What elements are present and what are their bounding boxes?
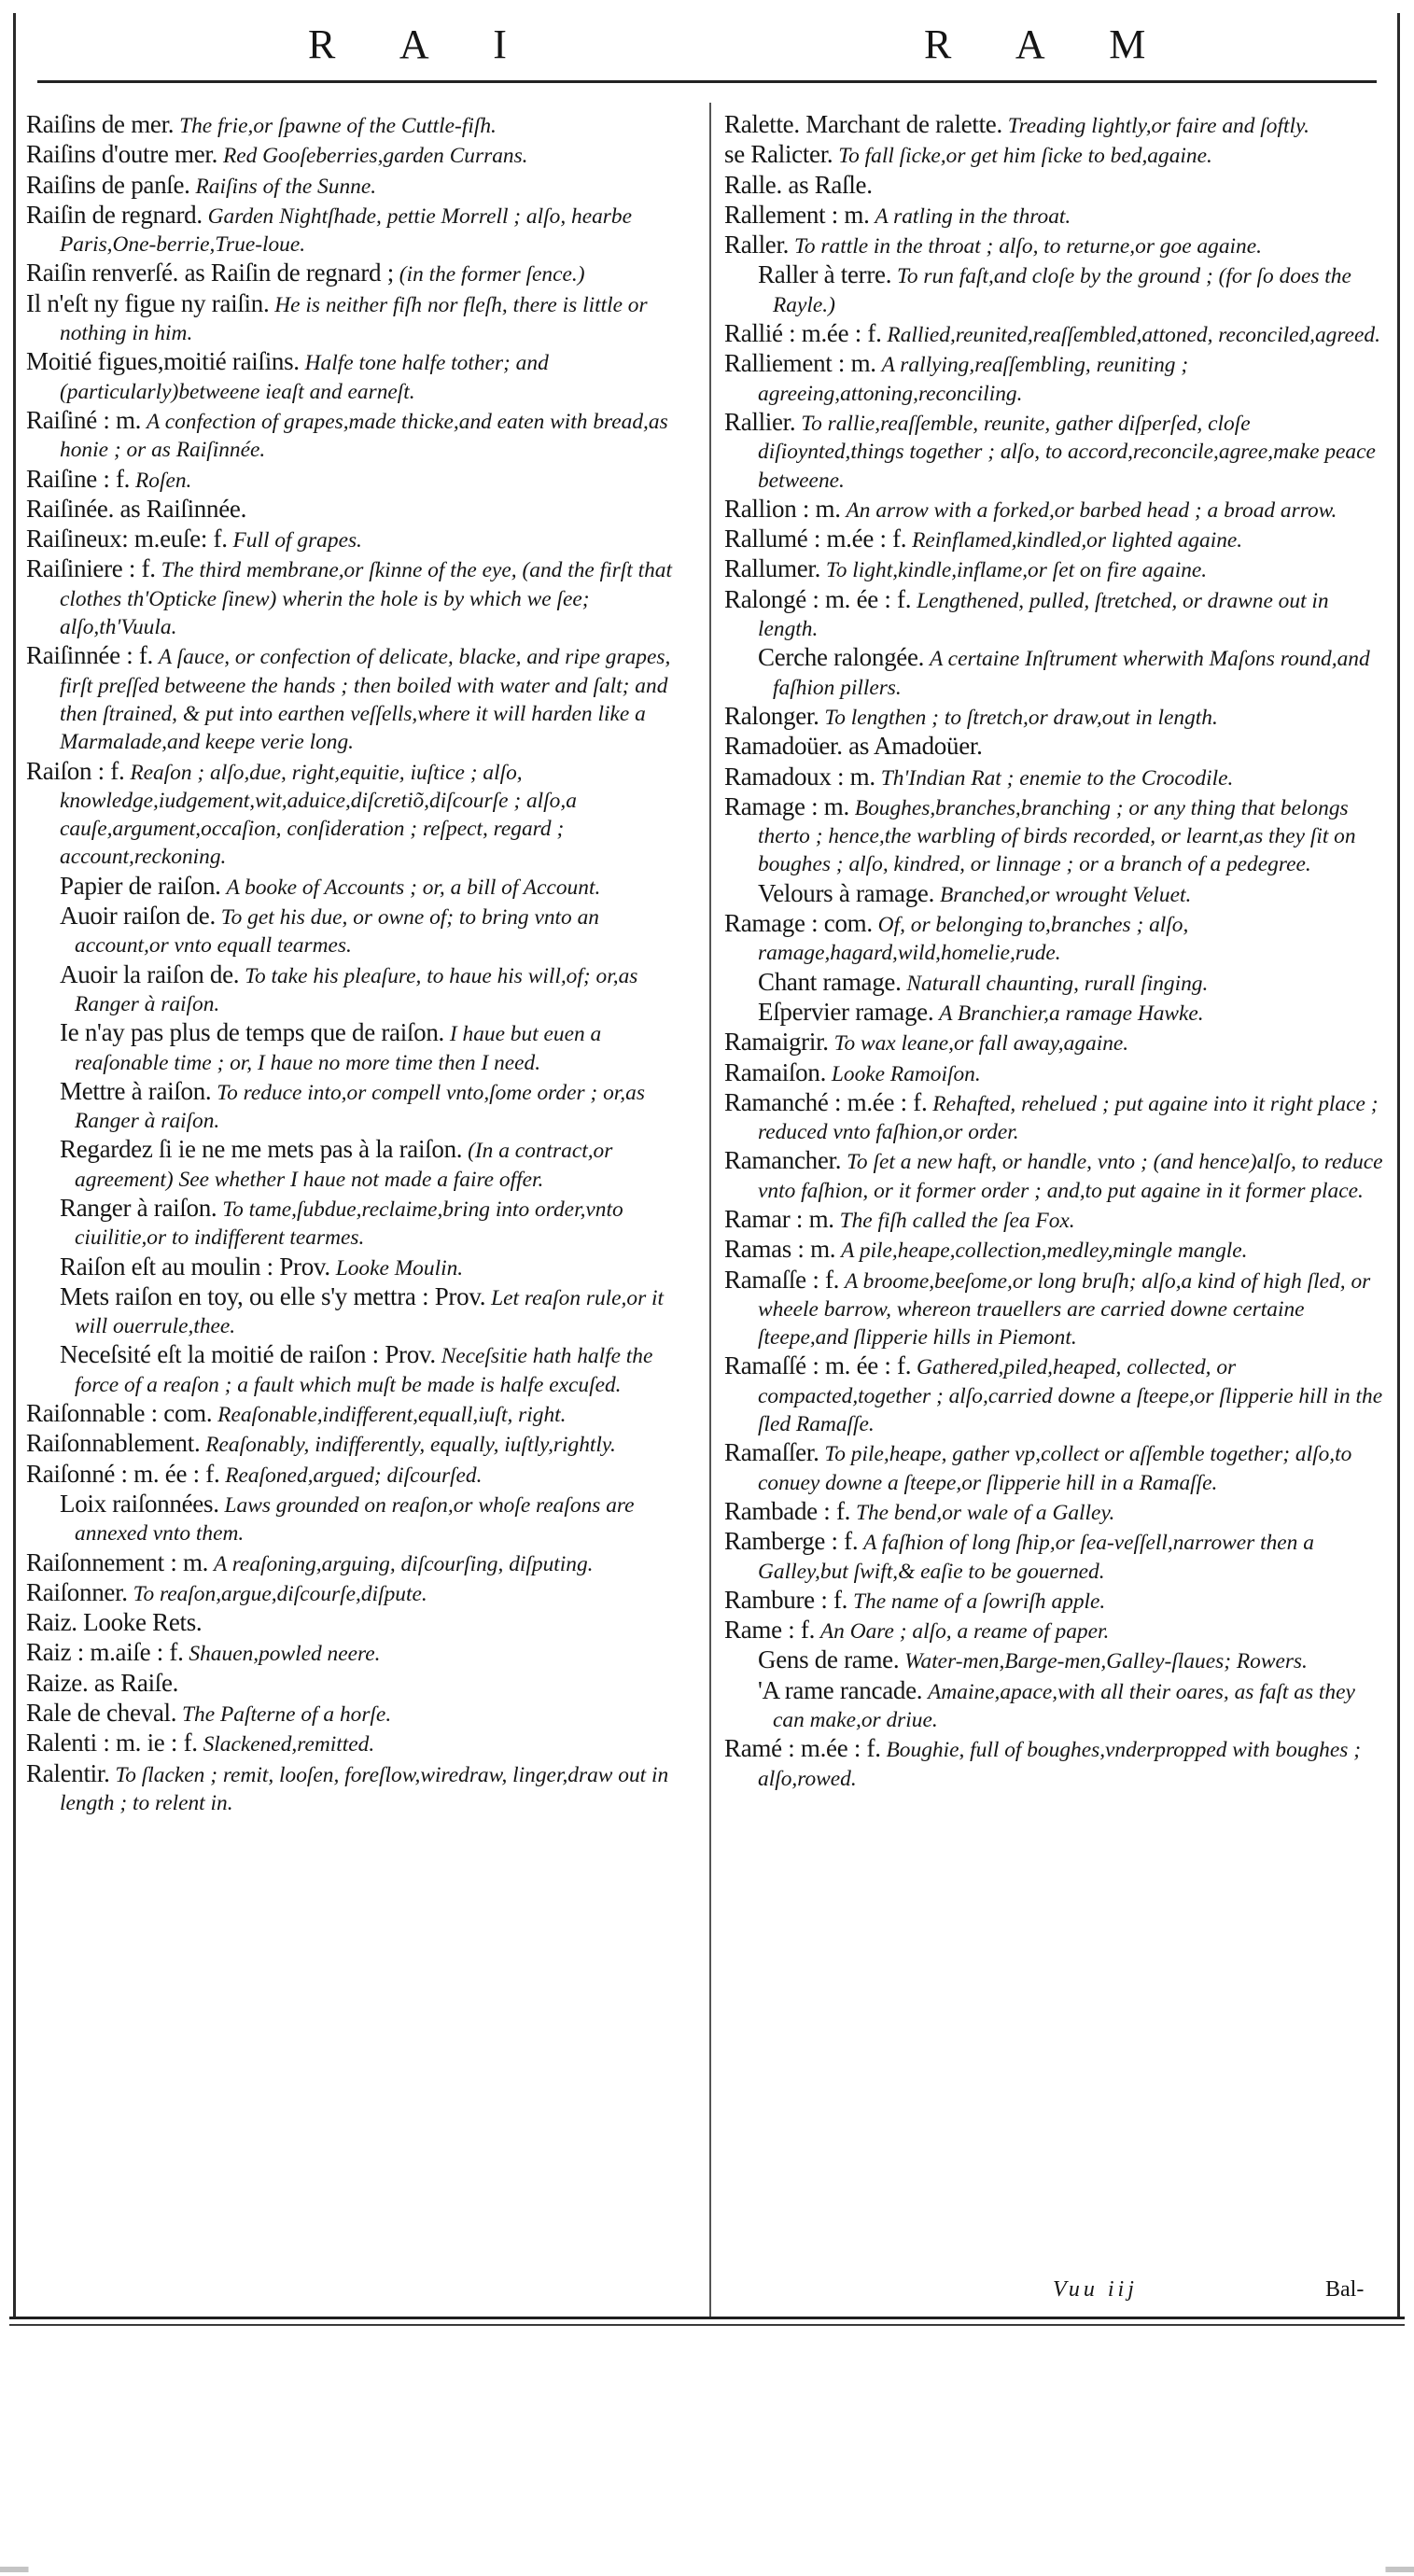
entry-gloss: A broome,beeſome,or long bruſh; alſo,a kind of high ſled, or wheele barrow, whereon trauellers are carried downe certaine ſteepe,and ſlipperie hills in Piemont. (758, 1268, 1371, 1351)
dictionary-entry (724, 1146, 1389, 1205)
entry-headword: Papier de raiſon. (60, 871, 221, 900)
dictionary-entry (724, 585, 1389, 644)
entry-headword: Ramancher. (724, 1146, 842, 1175)
entry-headword: Raiſonnable : com. (26, 1399, 213, 1428)
entry-gloss: A pile,heape,collection,medley,mingle mangle. (841, 1239, 1248, 1264)
entry-headword: se Ralicter. (724, 140, 833, 169)
entry-gloss: Treading lightly,or faire and ſoftly. (1007, 114, 1309, 138)
dictionary-entry (724, 1351, 1389, 1438)
dictionary-entry (26, 1699, 691, 1729)
entry-headword: Ramar : m. (724, 1204, 834, 1233)
dictionary-entry (724, 171, 1389, 201)
dictionary-entry (26, 259, 691, 288)
entry-headword: Chant ramage. (758, 967, 902, 996)
dictionary-entry (26, 1340, 691, 1399)
dictionary-entry (26, 1669, 691, 1699)
dictionary-entry (26, 406, 691, 465)
entry-headword: Rallier. (724, 407, 796, 436)
dictionary-entry (26, 1194, 691, 1253)
entry-gloss: To ſlacken ; remit, looſen, foreſlow,wiredraw, linger,draw out in length ; to relent in. (60, 1762, 669, 1815)
dictionary-entry (724, 1028, 1389, 1057)
entry-gloss: Laws grounded on reaſon,or whoſe reaſons are annexed vnto them. (75, 1492, 635, 1547)
entry-gloss: Roſen. (134, 468, 192, 493)
dictionary-entry (724, 1527, 1389, 1586)
entry-headword: Rallié : m.ée : f. (724, 319, 882, 348)
dictionary-entry (26, 757, 691, 872)
dictionary-entry (724, 1586, 1389, 1616)
dictionary-entry (724, 643, 1389, 702)
entry-gloss: Raiſins of the Sunne. (195, 174, 377, 199)
entry-gloss: Reaſonably, indifferently, equally, iuſtly,rightly. (205, 1433, 616, 1458)
entry-headword: Raiſon eſt au moulin : Prov. (60, 1252, 330, 1281)
entry-gloss: A rallying,reaſſembling, reuniting ; agreeing,attoning,reconciling. (758, 353, 1189, 406)
entry-headword: Raiſonnablement. (26, 1429, 201, 1458)
entry-headword: Raiſinnée : f. (26, 641, 154, 670)
entry-gloss: Shauen,powled neere. (189, 1642, 381, 1667)
entry-gloss: The name of a ſowriſh apple. (852, 1589, 1106, 1614)
entry-headword: Raiz : m.aiſe : f. (26, 1638, 184, 1667)
dictionary-entry (26, 1077, 691, 1136)
dictionary-entry (26, 1548, 691, 1578)
entry-gloss: To ſet a new haft, or handle, vnto ; (and hence)alſo, to reduce vnto faſhion, or it former order ; and,to put againe in it former place. (758, 1150, 1383, 1203)
entry-gloss: The third membrane,or ſkinne of the eye, (and the firſt that clothes th'Opticke ſinew) wherin the hole is by which we ſee; alſo,th'Vuula. (60, 558, 672, 640)
dictionary-entry (26, 1135, 691, 1194)
entry-headword: Ramadoux : m. (724, 762, 875, 791)
entry-headword: Ranger à raiſon. (60, 1193, 217, 1222)
dictionary-entry (724, 702, 1389, 732)
entry-headword: Ramas : m. (724, 1235, 836, 1264)
entry-headword: Gens de rame. (758, 1645, 900, 1674)
entry-gloss: Looke Ramoiſon. (831, 1061, 981, 1086)
entry-headword: Rambure : f. (724, 1585, 848, 1614)
header-rule (37, 80, 1377, 83)
entry-headword: Ralenti : m. ie : f. (26, 1729, 198, 1757)
entry-headword: Ralongé : m. ée : f. (724, 584, 912, 613)
dictionary-entry (26, 289, 691, 348)
entry-headword: Raiz. Looke Rets. (26, 1608, 203, 1637)
entry-headword: Ramaſſe : f. (724, 1265, 840, 1294)
entry-gloss: An arrow with a forked,or barbed head ; a broad arrow. (846, 497, 1337, 523)
entry-headword: Raiſineux: m.euſe: f. (26, 525, 228, 553)
dictionary-entry (724, 349, 1389, 408)
entry-gloss: A confection of grapes,made thicke,and eaten with bread,as honie ; or as Raiſinnée. (60, 409, 668, 463)
entry-gloss: Slackened,remitted. (203, 1732, 375, 1757)
dictionary-entry (26, 1282, 691, 1341)
dictionary-entry (724, 1266, 1389, 1352)
dictionary-entry (724, 525, 1389, 554)
entry-gloss: To wax leane,or fall away,againe. (833, 1031, 1129, 1057)
entry-gloss: To lengthen ; to ſtretch,or draw,out in length. (824, 705, 1218, 730)
entry-headword: Raller. (724, 231, 790, 259)
entry-headword: Ramadoüer. as Amadoüer. (724, 732, 983, 761)
entry-gloss: Water-men,Barge-men,Galley-ſlaues; Rowers. (904, 1649, 1308, 1674)
entry-headword: Raller à terre. (758, 260, 892, 289)
entry-headword: Auoir la raiſon de. (60, 959, 240, 988)
entry-headword: Auoir raiſon de. (60, 902, 216, 931)
dictionary-entry (26, 465, 691, 495)
entry-headword: Loix raiſonnées. (60, 1489, 219, 1518)
entry-gloss: Amaine,apace,with all their oares, as faſt as they can make,or driue. (773, 1679, 1355, 1733)
entry-headword: Ralonger. (724, 701, 819, 730)
running-head-left: R A I (308, 21, 535, 67)
entry-gloss: Boughes,branches,branching ; or any thing that belongs therto ; hence,the warbling of birds recorded, or learnt,as they ſit on boughes ; alſo, kindred, or linnage ; or a branch of a pedegree. (758, 795, 1356, 877)
entry-headword: Rallement : m. (724, 200, 870, 229)
dictionary-entry (26, 347, 691, 406)
entry-headword: Rallion : m. (724, 494, 841, 523)
entry-headword: Raiſinée. as Raiſinnée. (26, 494, 247, 523)
dictionary-entry (724, 998, 1389, 1028)
entry-headword: Eſpervier ramage. (758, 997, 934, 1026)
dictionary-entry (26, 1608, 691, 1638)
entry-gloss: A booke of Accounts ; or, a bill of Account. (226, 875, 601, 900)
running-head-right: R A M (924, 21, 1174, 67)
dictionary-entry (26, 1490, 691, 1548)
dictionary-entry (26, 140, 691, 170)
dictionary-entry (724, 1205, 1389, 1235)
entry-headword: Raize. as Raiſe. (26, 1668, 179, 1697)
entry-headword: Mettre à raiſon. (60, 1076, 212, 1105)
entry-gloss: Reaſonable,indifferent,equall,iuſt, right. (217, 1403, 567, 1428)
entry-gloss: Full of grapes. (232, 528, 362, 553)
dictionary-entry (26, 902, 691, 960)
entry-headword: Ramé : m.ée : f. (724, 1734, 881, 1763)
entry-gloss: Branched,or wrought Veluet. (939, 882, 1192, 907)
entry-gloss: Boughie, full of boughes,vnderpropped with boughes ; alſo,rowed. (758, 1738, 1361, 1791)
entry-headword: Cerche ralongée. (758, 643, 925, 672)
dictionary-entry (724, 201, 1389, 231)
entry-headword: 'A rame rancade. (758, 1675, 923, 1704)
entry-headword: Ramaſſé : m. ée : f. (724, 1351, 912, 1380)
dictionary-entry (26, 1759, 691, 1818)
entry-headword: Raiſine : f. (26, 464, 131, 493)
entry-headword: Raiſins de mer. (26, 110, 175, 138)
entry-gloss: The frie,or ſpawne of the Cuttle-fiſh. (179, 114, 497, 138)
entry-headword: Raiſon : f. (26, 756, 125, 785)
entry-gloss: Lengthened, pulled, ſtretched, or drawne out in length. (758, 588, 1329, 642)
entry-gloss: To run faſt,and cloſe by the ground ; (for ſo does the Rayle.) (773, 264, 1351, 317)
dictionary-entry (724, 1235, 1389, 1265)
entry-gloss: A Branchier,a ramage Hawke. (939, 1001, 1204, 1026)
dictionary-entry (724, 1734, 1389, 1793)
entry-gloss: Neceſsitie hath halfe the force of a reaſon ; a fault which muſt be made is halfe excuſed. (75, 1344, 653, 1397)
entry-gloss: To pile,heape, gather vp,collect or aſſemble together; alſo,to conuey downe a ſteepe,or ſlipperie hill in a Ramaſſe. (758, 1442, 1352, 1495)
entry-gloss: A certaine Inſtrument wherwith Maſons round,and faſhion pillers. (773, 647, 1370, 700)
entry-gloss: Red Gooſeberries,garden Currans. (222, 144, 528, 169)
dictionary-entry (26, 1729, 691, 1758)
signature-mark: Vuu iij (1053, 2277, 1138, 2302)
dictionary-entry (26, 1253, 691, 1282)
entry-headword: Ralentir. (26, 1758, 110, 1787)
entry-gloss: (in the former ſence.) (399, 262, 585, 287)
dictionary-entry (724, 879, 1389, 909)
entry-headword: Ie n'ay pas plus de temps que de raiſon. (60, 1018, 444, 1047)
dictionary-entry (724, 110, 1389, 140)
entry-gloss: To tame,ſubdue,reclaime,bring into order,vnto ciuilitie,or to indifferent tearmes. (75, 1197, 623, 1251)
entry-gloss: Let reaſon rule,or it will ouerrule,thee. (75, 1285, 665, 1339)
dictionary-entry (724, 732, 1389, 762)
column-divider (709, 103, 711, 2317)
entry-headword: Regardez ſi ie ne me mets pas à la raiſon. (60, 1135, 463, 1164)
entry-gloss: The bend,or wale of a Galley. (855, 1500, 1115, 1525)
entry-headword: Ramberge : f. (724, 1527, 859, 1556)
entry-gloss: He is neither fiſh nor fleſh, there is little or nothing in him. (60, 292, 648, 346)
entry-gloss: Reaſoned,argued; diſcourſed. (225, 1463, 483, 1488)
entry-gloss: I haue but euen a reaſonable time ; or, I haue no more time then I need. (75, 1022, 602, 1075)
dictionary-entry (26, 641, 691, 756)
entry-headword: Raiſonnement : m. (26, 1547, 209, 1576)
dictionary-entry (26, 1429, 691, 1459)
dictionary-entry (724, 763, 1389, 792)
dictionary-entry (724, 260, 1389, 319)
entry-headword: Raiſins d'outre mer. (26, 140, 218, 169)
entry-headword: Ramage : com. (724, 909, 873, 938)
dictionary-entry (724, 140, 1389, 170)
dictionary-entry (26, 525, 691, 554)
entry-gloss: Looke Moulin. (335, 1255, 464, 1281)
entry-gloss: Garden Nightſhade, pettie Morrell ; alſo, hearbe Paris,One-berrie,True-loue. (60, 203, 632, 258)
dictionary-entry (724, 1497, 1389, 1527)
dictionary-entry (26, 1638, 691, 1668)
entry-gloss: Reaſon ; alſo,due, right,equitie, iuſtice ; alſo, knowledge,iudgement,wit,aduice,diſcretiõ,diſcourſe ; alſo,a cauſe,argument,occaſion, conſideration ; reſpect, regard ; account,reckoning. (60, 760, 577, 870)
entry-gloss: A reaſoning,arguing, diſcourſing, diſputing. (213, 1551, 594, 1576)
dictionary-entry (724, 1616, 1389, 1645)
entry-headword: Mets raiſon en toy, ou elle s'y mettra : Prov. (60, 1281, 486, 1310)
bottom-rule (9, 2317, 1405, 2319)
catchword: Bal- (1325, 2277, 1365, 2302)
dictionary-entry (724, 1438, 1389, 1497)
dictionary-entry (26, 872, 691, 902)
left-column (26, 110, 691, 1817)
dictionary-entry (724, 231, 1389, 260)
entry-gloss: Reinflamed,kindled,or lighted againe. (912, 528, 1243, 553)
dictionary-entry (26, 495, 691, 525)
dictionary-entry (724, 1676, 1389, 1735)
entry-gloss: To reduce into,or compell vnto,ſome order ; or,as Ranger à raiſon. (75, 1080, 645, 1134)
dictionary-entry (724, 554, 1389, 584)
entry-headword: Raiſonné : m. ée : f. (26, 1459, 220, 1488)
entry-gloss: Gathered,piled,heaped, collected, or compacted,together ; alſo,carried downe a ſteepe,or ſlipperie hill in the ſled Ramaſſe. (758, 1355, 1383, 1437)
entry-headword: Rallumé : m.ée : f. (724, 525, 907, 553)
dictionary-entry (26, 171, 691, 201)
entry-headword: Il n'eſt ny figue ny raiſin. (26, 288, 270, 317)
dictionary-entry (724, 319, 1389, 349)
entry-gloss: To light,kindle,inflame,or ſet on fire againe. (825, 558, 1208, 583)
dictionary-entry (26, 1399, 691, 1429)
entry-headword: Raiſins de panſe. (26, 170, 190, 199)
entry-headword: Moitié figues,moitié raiſins. (26, 347, 300, 376)
entry-headword: Ramaigrir. (724, 1028, 829, 1057)
entry-gloss: The Paſterne of a horſe. (182, 1702, 392, 1728)
scan-edge (0, 2567, 1414, 2572)
entry-headword: Neceſsité eſt la moitié de raiſon : Prov. (60, 1340, 436, 1369)
bottom-rule-secondary (9, 2324, 1405, 2326)
entry-gloss: To reaſon,argue,diſcourſe,diſpute. (133, 1581, 427, 1606)
entry-gloss: Halfe tone halfe tother; and (particularly)betweene ieaſt and earneſt. (60, 351, 549, 404)
entry-headword: Rambade : f. (724, 1496, 851, 1525)
entry-gloss: Th'Indian Rat ; enemie to the Crocodile. (880, 765, 1234, 791)
entry-headword: Rallumer. (724, 554, 821, 583)
entry-gloss: To fall ſicke,or get him ſicke to bed,againe. (838, 144, 1212, 169)
right-column (724, 110, 1389, 1793)
dictionary-entry (724, 1645, 1389, 1675)
entry-headword: Rame : f. (724, 1616, 816, 1645)
entry-gloss: A ratling in the throat. (875, 203, 1071, 229)
entry-gloss: An Oare ; alſo, a reame of paper. (819, 1619, 1110, 1645)
entry-gloss: To rattle in the throat ; alſo, to returne,or goe againe. (794, 234, 1262, 259)
dictionary-entry (724, 792, 1389, 879)
entry-headword: Raiſiniere : f. (26, 554, 156, 583)
entry-gloss: To rallie,reaſſemble, reunite, gather diſperſed, cloſe diſioynted,things together ; alſo, to accord,reconcile,agree,make peace betweene. (758, 411, 1376, 493)
entry-headword: Ralle. as Raſle. (724, 170, 873, 199)
entry-headword: Raiſin de regnard. (26, 200, 203, 229)
entry-headword: Ramaiſon. (724, 1057, 827, 1086)
entry-gloss: Of, or belonging to,branches ; alſo, ramage,hagard,wild,homelie,rude. (758, 913, 1189, 966)
entry-headword: Ralliement : m. (724, 349, 876, 378)
entry-headword: Ramanché : m.ée : f. (724, 1087, 928, 1116)
dictionary-entry (724, 408, 1389, 495)
dictionary-entry (724, 968, 1389, 998)
entry-gloss: The fiſh called the ſea Fox. (839, 1208, 1075, 1233)
dictionary-entry (26, 1018, 691, 1077)
dictionary-entry (26, 110, 691, 140)
entry-headword: Ramage : m. (724, 791, 849, 820)
dictionary-entry (26, 554, 691, 641)
entry-gloss: To get his due, or owne of; to bring vnto an account,or vnto equall tearmes. (75, 905, 599, 959)
entry-gloss: Naturall chaunting, rurall ſinging. (906, 971, 1209, 996)
entry-gloss: Rallied,reunited,reaſſembled,attoned, reconciled,agreed. (887, 323, 1380, 348)
entry-gloss: A ſauce, or confection of delicate, blacke, and ripe grapes, firſt preſſed betweene the hands ; then boiled with water and ſalt; and then ſtrained, & put into earthen veſſells,where it will harden like a Marmalade,and keepe verie long. (60, 645, 671, 755)
entry-gloss: To take his pleaſure, to haue his will,of; or,as Ranger à raiſon. (75, 963, 638, 1016)
dictionary-entry (724, 1058, 1389, 1088)
entry-headword: Raiſiné : m. (26, 405, 142, 434)
dictionary-entry (26, 960, 691, 1019)
entry-headword: Raiſonner. (26, 1577, 128, 1606)
dictionary-entry (724, 1088, 1389, 1147)
dictionary-entry (724, 495, 1389, 525)
entry-headword: Raiſin renverſé. as Raiſin de regnard ; (26, 259, 394, 287)
entry-headword: Ramaſſer. (724, 1438, 819, 1467)
entry-gloss: (In a contract,or agreement) See whether I haue not made a faire offer. (75, 1139, 613, 1192)
entry-headword: Velours à ramage. (758, 878, 935, 907)
dictionary-entry (26, 1578, 691, 1608)
entry-gloss: A faſhion of long ſhip,or ſea-veſſell,narrower then a Galley,but ſwift,& eaſie to be gouerned. (758, 1531, 1314, 1584)
entry-gloss: Rehafted, rehelued ; put againe into it right place ; reduced vnto faſhion,or order. (758, 1091, 1379, 1145)
entry-headword: Rale de cheval. (26, 1699, 177, 1728)
dictionary-entry (724, 909, 1389, 968)
dictionary-entry (26, 1460, 691, 1490)
dictionary-entry (26, 201, 691, 259)
entry-headword: Ralette. Marchant de ralette. (724, 110, 1002, 138)
